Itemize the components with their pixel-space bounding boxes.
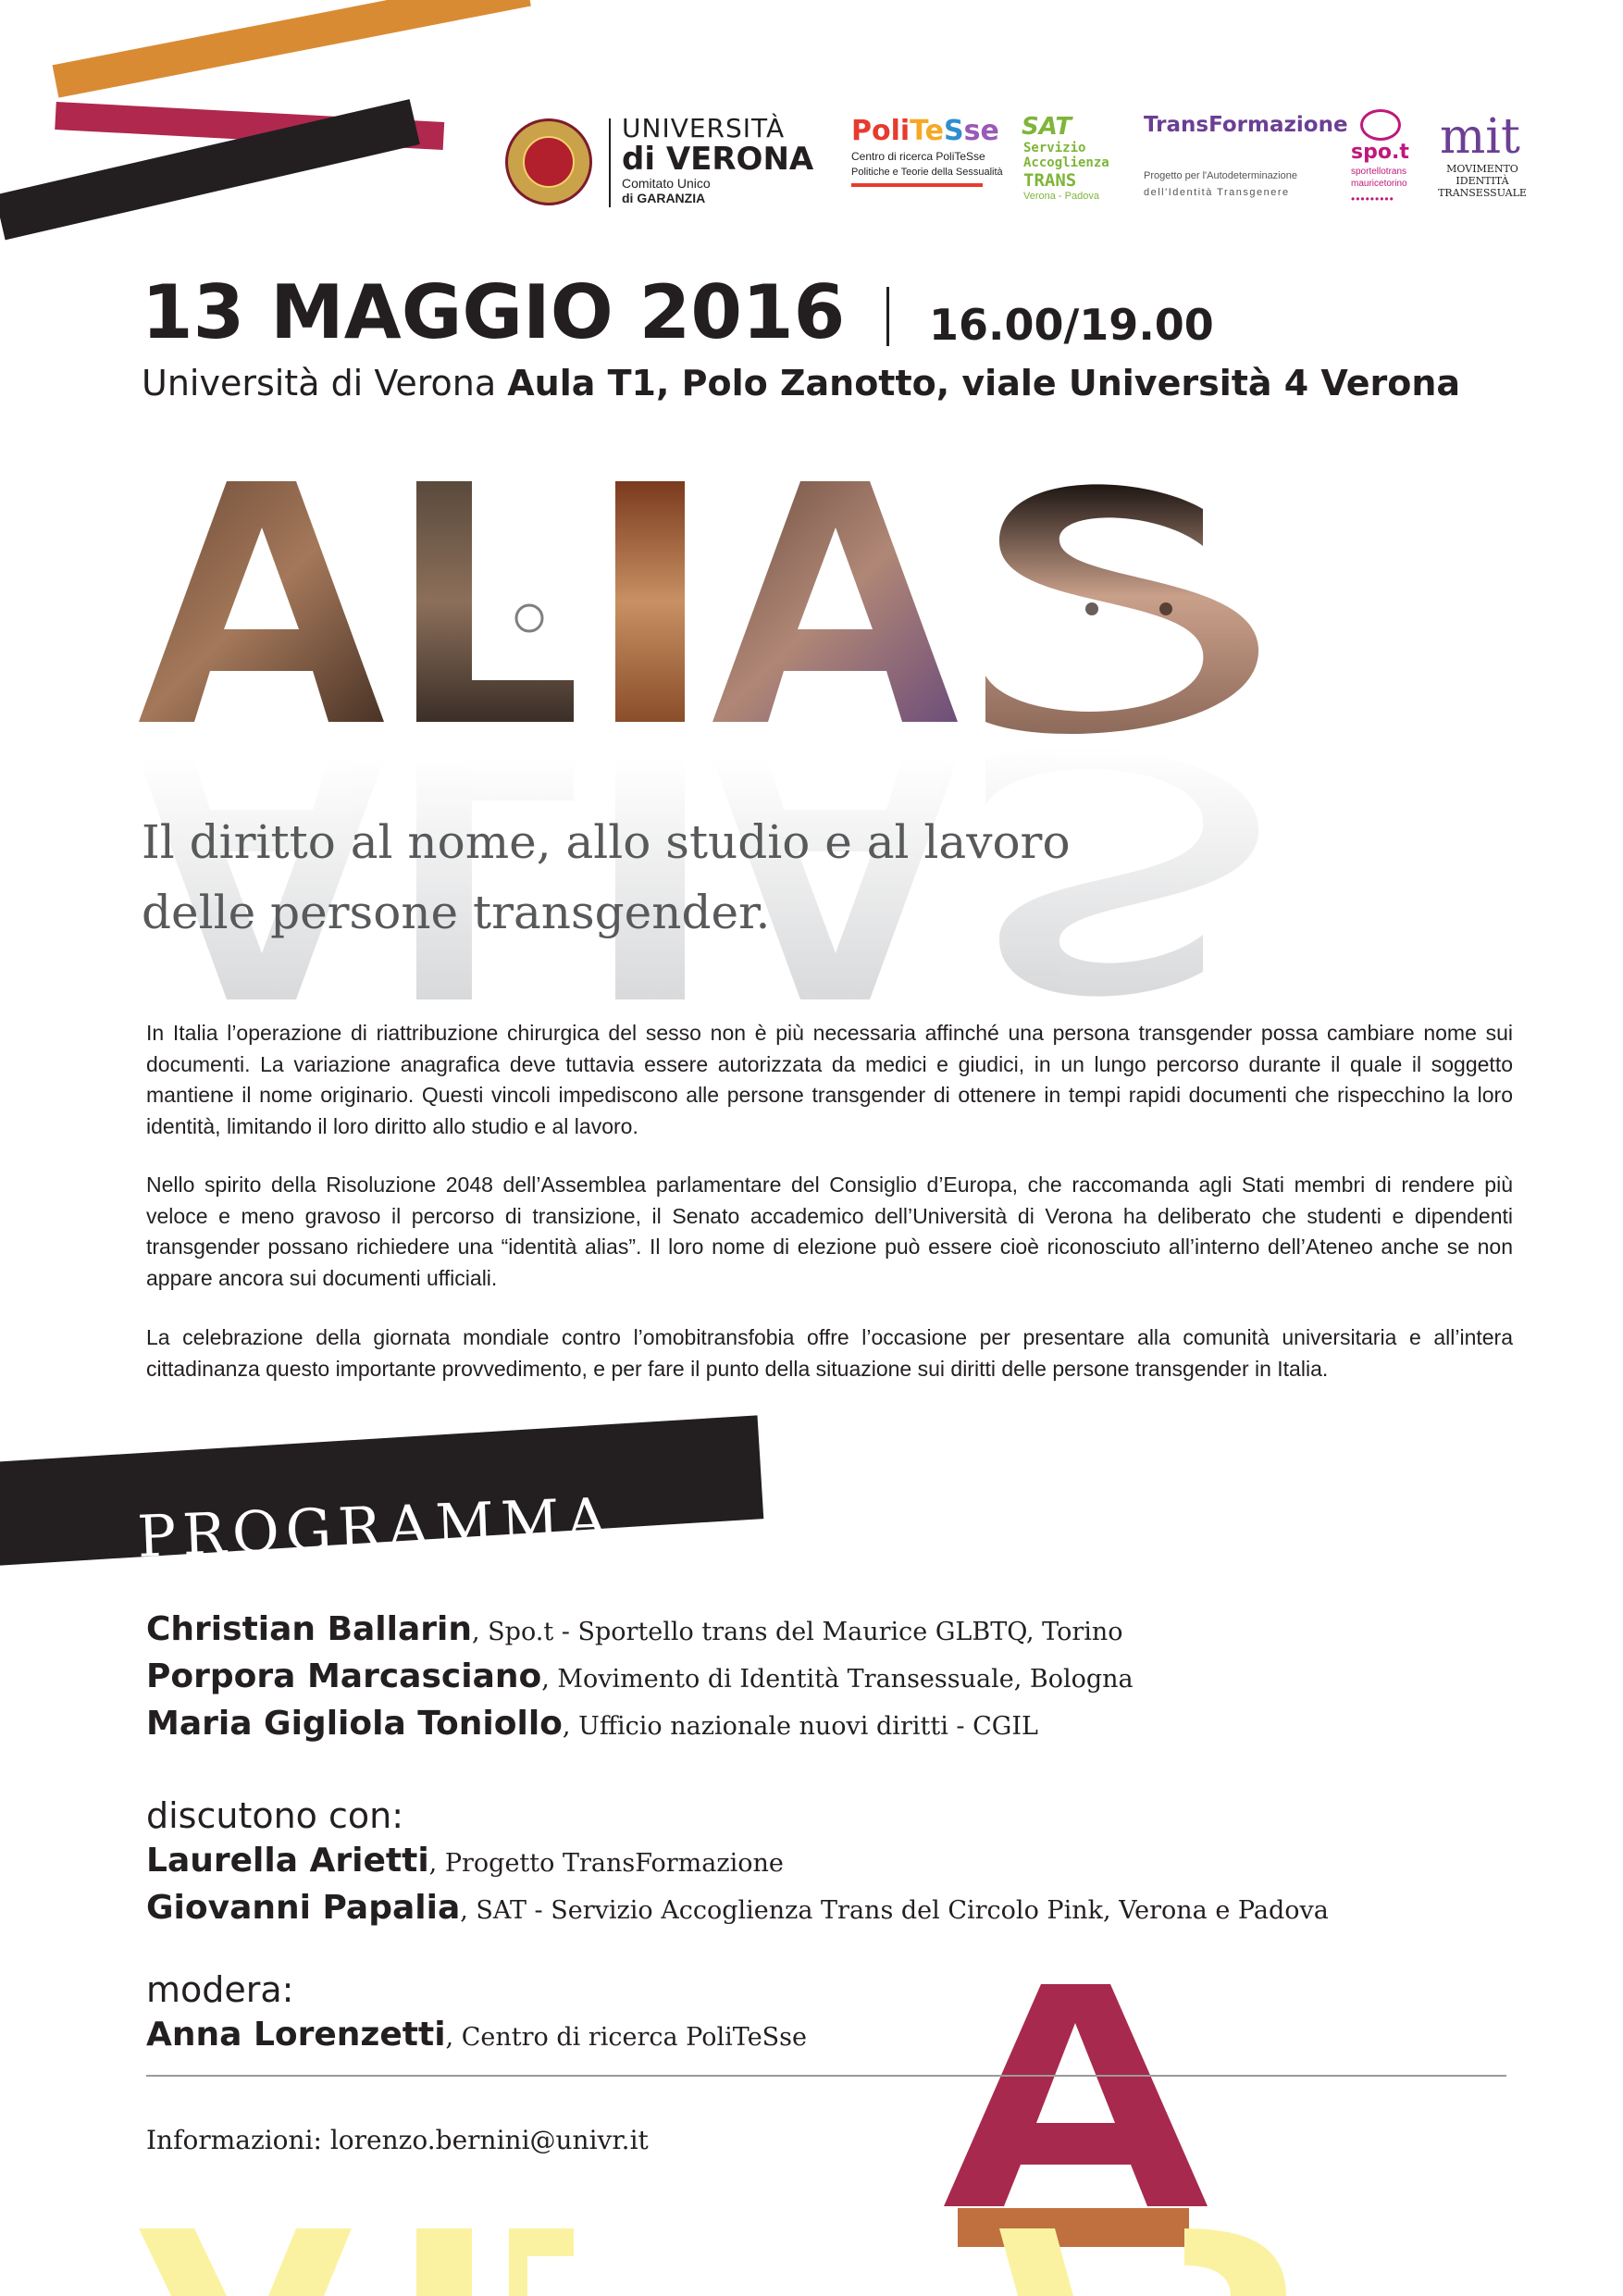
sat-line1: Servizio Accoglienza bbox=[1023, 141, 1109, 170]
univr-seal-icon bbox=[505, 118, 592, 205]
letter-l bbox=[416, 481, 574, 722]
paragraph-2: Nello spirito della Risoluzione 2048 dell’Assemblea parlamentare del Consiglio d’Europa, che raccomanda agli Stati membri di rendere più veloce e meno gravoso il percorso di transizione, il Senato accademico dell’Università di Verona ha deliberato che studenti e dipendenti transgender possano richiedere una “identità alias”. Il loro nome di elezione può essere cioè riconosciuto all’interno dell’Ateneo anche se non appare ancora sui documenti ufficiali. bbox=[146, 1173, 1513, 1290]
politesse-line1: Centro di ricerca PoliTeSse bbox=[851, 150, 985, 163]
sat-line4: Verona - Padova bbox=[1023, 191, 1099, 202]
mit-caption: MOVIMENTO IDENTITÀ TRANSESSUALE bbox=[1438, 163, 1527, 199]
politesse-logo: PoliTeSse bbox=[851, 115, 999, 147]
univr-logo-line1: UNIVERSITÀ bbox=[622, 113, 786, 143]
letter-a2 bbox=[712, 481, 958, 722]
spot-logo: spo.t bbox=[1351, 141, 1409, 164]
letter-a1 bbox=[139, 481, 384, 722]
programma-title: PROGRAMMA bbox=[136, 1484, 615, 1570]
mit-logo: mit bbox=[1440, 109, 1520, 165]
info-line: Informazioni: lorenzo.bernini@univr.it bbox=[146, 2125, 649, 2155]
info-divider bbox=[146, 2075, 1506, 2077]
discussants-label: discutono con: bbox=[146, 1795, 404, 1836]
speaker-row: Porpora Marcasciano, Movimento di Identità Transessuale, Bologna bbox=[146, 1657, 1134, 1695]
univr-logo-line4: di GARANZIA bbox=[622, 191, 706, 205]
event-time: 16.00/19.00 bbox=[929, 300, 1214, 350]
moderator-label: modera: bbox=[146, 1969, 294, 2010]
paragraph-3: La celebrazione della giornata mondiale contro l’omobitransfobia offre l’occasione per presentare alla comunità universitaria e all’intera cittadinanza questo importante provvedimento, e per fare il punto della situazione sui diritti delle persone transgender in Italia. bbox=[146, 1325, 1513, 1381]
discussant-row: Laurella Arietti, Progetto TransFormazione bbox=[146, 1842, 784, 1880]
speaker-row: Christian Ballarin, Spo.t - Sportello trans del Maurice GLBTQ, Torino bbox=[146, 1610, 1123, 1648]
paragraph-1: In Italia l’operazione di riattribuzione chirurgica del sesso non è più necessaria affinché una persona transgender possa cambiare nome sui documenti. La variazione anagrafica deve tuttavia essere autorizzata da medici e giudici, in un lungo percorso durante il quale il soggetto mantiene il nome originario. Questi vincoli impediscono alle persone transgender di ottenere in tempi rapidi documenti che rispecchino la loro identità, limitando il loro diritto allo studio e al lavoro. bbox=[146, 1021, 1513, 1138]
spot-line1: sportellotrans bbox=[1351, 167, 1407, 177]
speaker-row: Maria Gigliola Toniollo, Ufficio nazionale nuovi diritti - CGIL bbox=[146, 1705, 1038, 1743]
sat-logo: SAT bbox=[1022, 113, 1072, 141]
transformazione-line2: dell'Identità Transgenere bbox=[1144, 187, 1290, 198]
univr-logo-line3: Comitato Unico bbox=[622, 176, 711, 191]
spot-dots: ••••••••• bbox=[1351, 192, 1394, 205]
orange-stripe bbox=[53, 0, 531, 98]
moderator-row: Anna Lorenzetti, Centro di ricerca PoliTeSse bbox=[146, 2016, 808, 2054]
politesse-line2: Politiche e Teorie della Sessualità bbox=[851, 167, 1003, 178]
event-venue: Università di Verona Aula T1, Polo Zanotto, viale Università 4 Verona bbox=[142, 363, 1461, 403]
discussant-row: Giovanni Papalia, SAT - Servizio Accoglienza Trans del Circolo Pink, Verona e Padova bbox=[146, 1889, 1329, 1927]
tagline: Il diritto al nome, allo studio e al lavoro delle persone transgender. bbox=[142, 815, 1071, 939]
letter-i bbox=[615, 481, 685, 722]
univr-divider bbox=[609, 118, 611, 207]
bottom-alias-reflection-graphic bbox=[139, 2191, 1527, 2296]
transformazione-logo: TransFormazione bbox=[1144, 113, 1348, 137]
letter-s bbox=[985, 484, 1258, 734]
date-divider bbox=[886, 287, 889, 346]
transformazione-line1: Progetto per l'Autodeterminazione bbox=[1144, 170, 1297, 181]
politesse-rule bbox=[851, 183, 983, 187]
spot-line2: mauricetorino bbox=[1351, 179, 1407, 189]
event-date: 13 MAGGIO 2016 bbox=[142, 269, 846, 355]
speech-bubble-icon bbox=[1360, 109, 1401, 141]
sat-line3: TRANS bbox=[1023, 170, 1077, 191]
email-link[interactable]: lorenzo.bernini@univr.it bbox=[329, 2125, 649, 2155]
univr-logo-line2: di VERONA bbox=[622, 141, 814, 178]
